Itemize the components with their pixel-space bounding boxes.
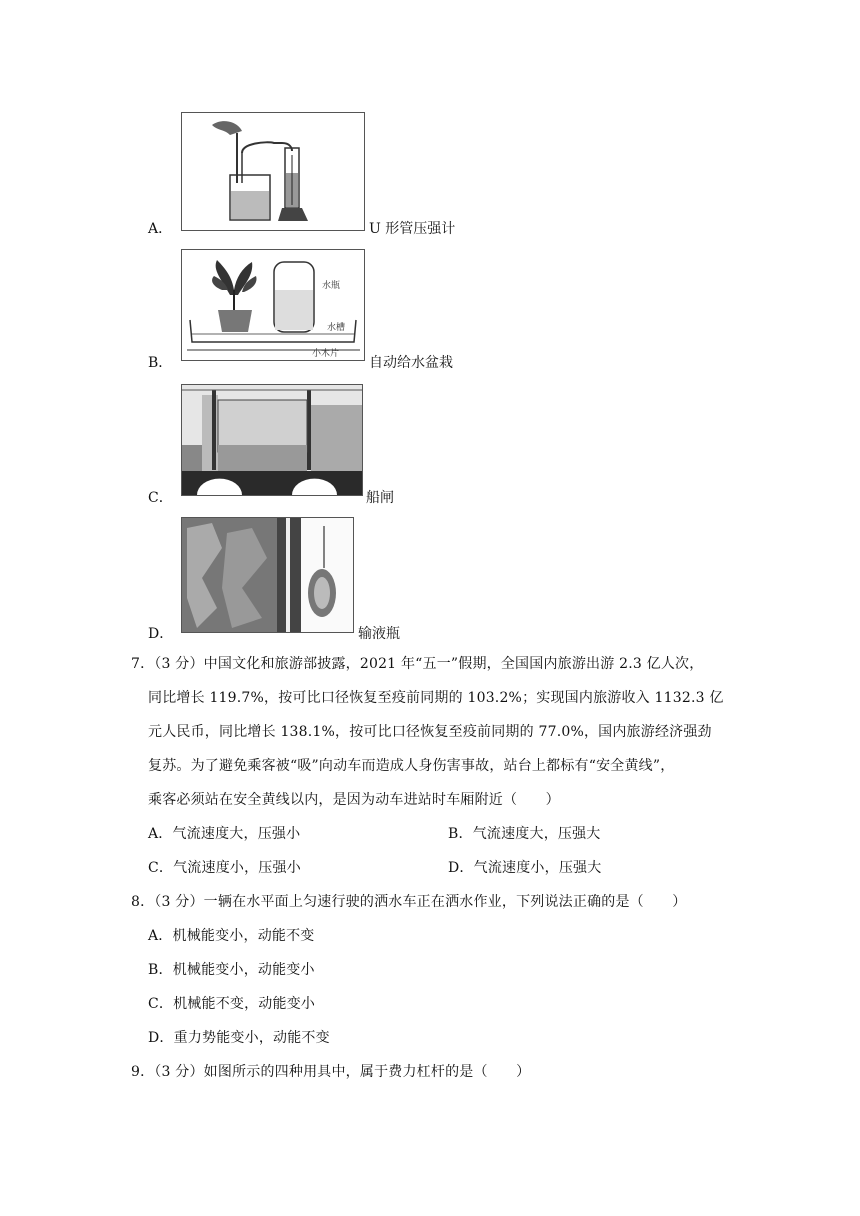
option-c-caption: 船闸: [366, 490, 394, 506]
q7-stem-line-1: 7．（3 分）中国文化和旅游部披露，2021 年“五一”假期，全国国内旅游出游 2.3 亿人次，: [131, 656, 704, 672]
q8-option-b: B．机械能变小，动能变小: [148, 962, 315, 978]
q8-option-c: C．机械能不变，动能变小: [148, 996, 316, 1012]
q7-stem-line-2: 同比增长 119.7%，按可比口径恢复至疫前同期的 103.2%；实现国内旅游收入 1132.3 亿: [148, 690, 724, 706]
q7-stem-line-4: 复苏。为了避免乘客被“吸”向动车而造成人身伤害事故，站台上都标有“安全黄线”，: [148, 758, 675, 774]
q7-stem-line-5: 乘客必须站在安全黄线以内，是因为动车进站时车厢附近（ ）: [148, 792, 560, 808]
q7-option-d: D．气流速度小，压强大: [448, 860, 602, 876]
water-tank-label: 水槽: [327, 323, 346, 333]
infusion-bottle-illustration: [182, 518, 353, 632]
q7-option-b: B．气流速度大，压强大: [448, 826, 601, 842]
q7-stem-line-3: 元人民币，同比增长 138.1%，按可比口径恢复至疫前同期的 77.0%，国内旅游经济强劲: [148, 724, 712, 740]
infusion-bottle-figure: [181, 517, 354, 633]
q7-option-a: A．气流速度大，压强小: [148, 826, 301, 842]
q8-stem: 8．（3 分）一辆在水平面上匀速行驶的洒水车正在洒水作业，下列说法正确的是（ ）: [131, 894, 687, 910]
option-b-caption: 自动给水盆栽: [369, 355, 453, 371]
option-d-caption: 输液瓶: [358, 626, 400, 642]
option-c-letter: C．: [148, 490, 173, 506]
option-b-letter: B．: [148, 355, 173, 371]
ship-lock-figure: [181, 384, 363, 496]
auto-watering-planter-figure: [181, 249, 365, 361]
option-a-caption: U 形管压强计: [369, 221, 456, 237]
q8-option-a: A．机械能变小，动能不变: [148, 928, 315, 944]
q8-option-d: D．重力势能变小，动能不变: [148, 1030, 330, 1046]
option-d-letter: D．: [148, 626, 174, 642]
option-a-letter: A．: [148, 221, 173, 237]
u-tube-manometer-figure: [181, 112, 365, 231]
q9-stem: 9．（3 分）如图所示的四种用具中，属于费力杠杆的是（ ）: [131, 1064, 531, 1080]
q7-option-c: C．气流速度小，压强小: [148, 860, 301, 876]
auto-watering-planter-illustration: [182, 250, 364, 360]
ship-lock-illustration: [182, 385, 362, 495]
u-tube-manometer-illustration: [182, 113, 364, 230]
water-bottle-label: 水瓶: [322, 281, 341, 291]
wood-chip-label: 小木片: [312, 349, 340, 359]
